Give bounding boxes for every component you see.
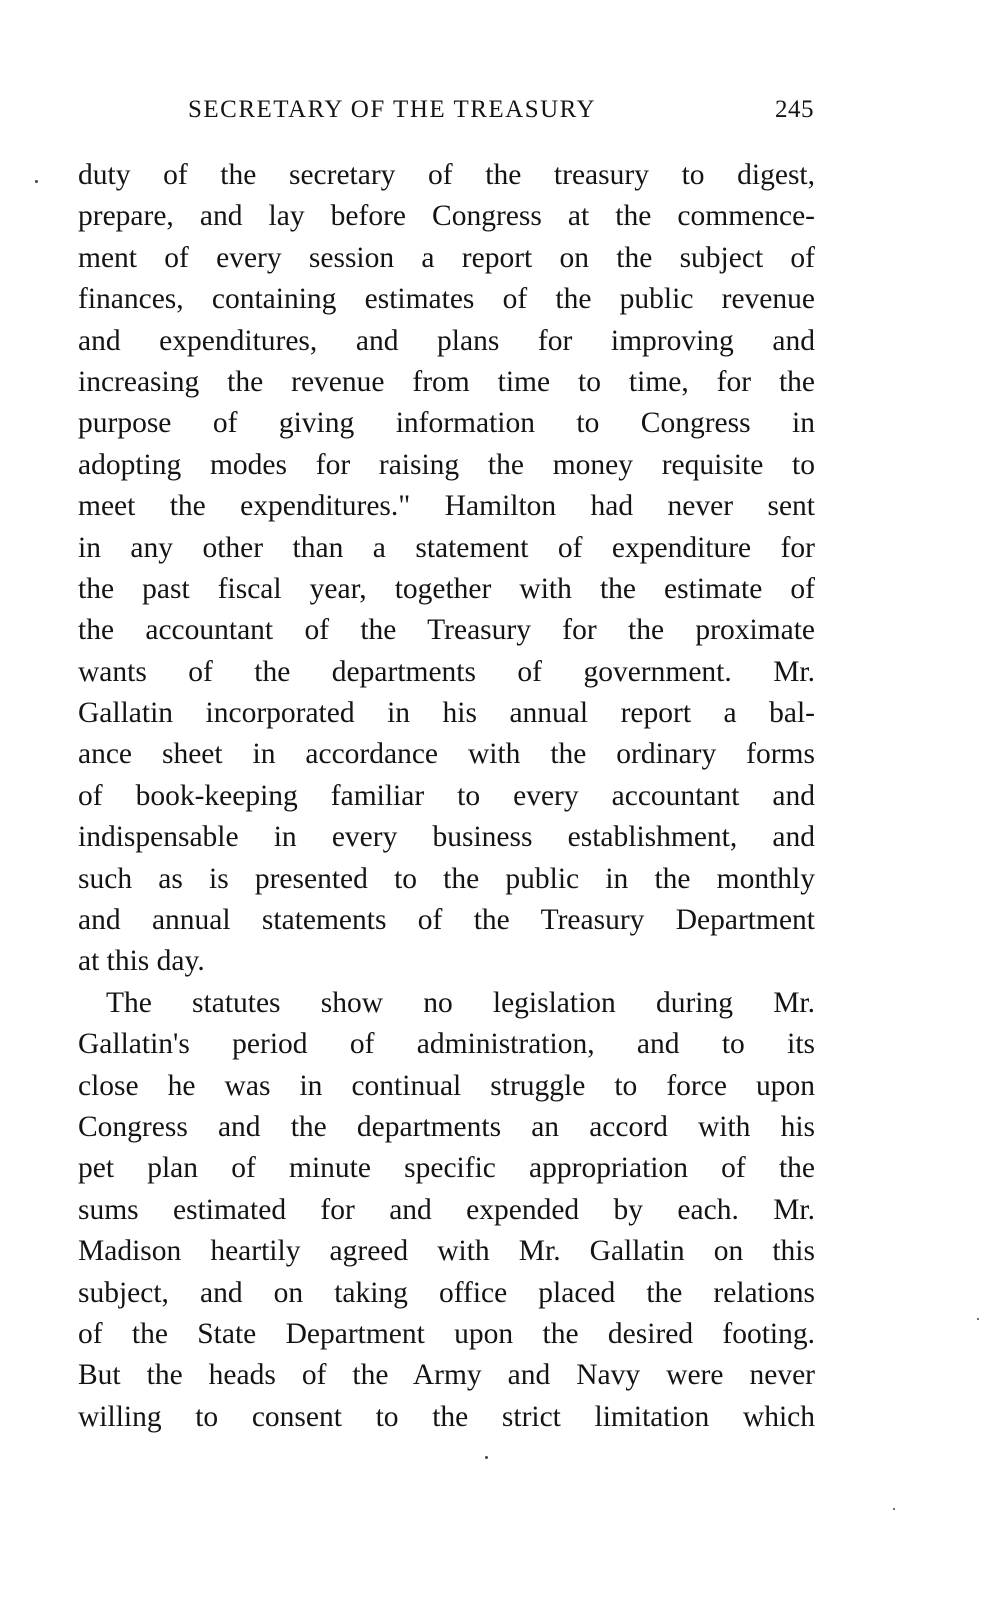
text-line: duty of the secretary of the treasury to digest, <box>78 159 815 191</box>
running-title: SECRETARY OF THE TREASURY <box>188 96 597 123</box>
text-line: wants of the departments of government. Mr. <box>78 655 815 688</box>
text-line: finances, containing estimates of the public revenue <box>78 283 815 316</box>
text-line: in any other than a statement of expenditure for <box>78 531 815 564</box>
paragraph-end-line: at this day. <box>78 945 205 978</box>
text-line: Gallatin incorporated in his annual report a bal- <box>78 697 815 730</box>
text-line: such as is presented to the public in the monthly <box>78 862 815 895</box>
text-line: ment of every session a report on the subject of <box>78 241 815 274</box>
running-head <box>74 96 814 132</box>
text-line: But the heads of the Army and Navy were never <box>78 1359 815 1392</box>
page-number: 245 <box>775 96 814 123</box>
text-line: indispensable in every business establishment, and <box>78 821 815 854</box>
text-line: Madison heartily agreed with Mr. Gallatin on this <box>78 1235 815 1268</box>
scan-speck <box>485 1456 488 1459</box>
text-line: purpose of giving information to Congress in <box>78 407 815 440</box>
text-line: pet plan of minute specific appropriation of the <box>78 1152 815 1185</box>
text-line: sums estimated for and expended by each. Mr. <box>78 1193 815 1226</box>
scan-speck <box>893 1508 895 1510</box>
text-line: meet the expenditures." Hamilton had never sent <box>78 490 815 523</box>
text-line: willing to consent to the strict limitation which <box>78 1400 815 1433</box>
text-line: of the State Department upon the desired footing. <box>78 1317 815 1350</box>
text-line: adopting modes for raising the money requisite to <box>78 448 815 481</box>
text-line: of book-keeping familiar to every accountant and <box>78 779 815 812</box>
text-line: Congress and the departments an accord with his <box>78 1110 815 1143</box>
scan-speck <box>977 1318 979 1320</box>
scan-speck <box>35 180 38 183</box>
text-line: the accountant of the Treasury for the proximate <box>78 614 815 647</box>
text-line: Gallatin's period of administration, and to its <box>78 1028 815 1061</box>
text-line: ance sheet in accordance with the ordinary forms <box>78 738 815 771</box>
text-line: subject, and on taking office placed the relations <box>78 1276 815 1309</box>
text-line: close he was in continual struggle to force upon <box>78 1069 815 1102</box>
text-line: and expenditures, and plans for improving and <box>78 324 815 357</box>
paragraph-start-line: The statutes show no legislation during Mr. <box>106 986 815 1019</box>
text-line: the past fiscal year, together with the estimate of <box>78 572 815 605</box>
text-line: increasing the revenue from time to time, for the <box>78 365 815 398</box>
text-line: prepare, and lay before Congress at the commence- <box>78 200 815 233</box>
text-line: and annual statements of the Treasury Department <box>78 904 815 937</box>
body-text <box>78 155 815 1438</box>
